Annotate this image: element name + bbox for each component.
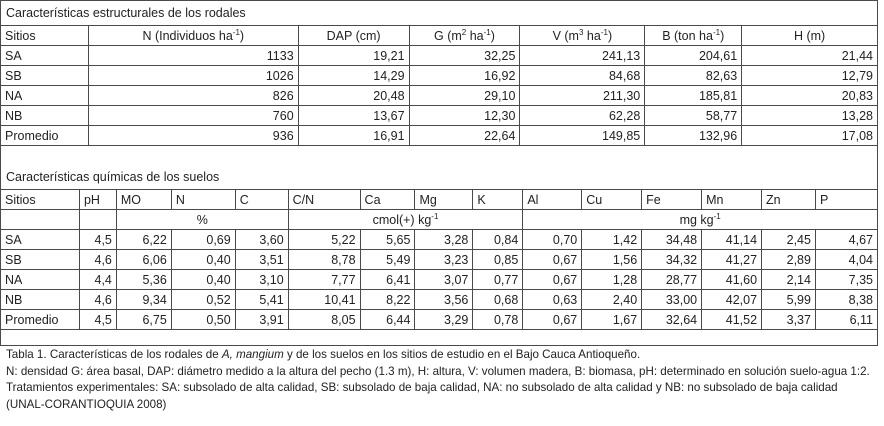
- header-cn: C/N: [288, 190, 360, 210]
- table-row: [1, 126, 878, 146]
- cell-cn: 10,41: [288, 290, 360, 310]
- cell-k: 0,85: [473, 250, 523, 270]
- cell-p: 7,35: [815, 270, 877, 290]
- header-mn: Mn: [702, 190, 762, 210]
- cell-n: 936: [88, 126, 298, 146]
- cell-h: 20,83: [742, 86, 878, 106]
- cell-c: 3,10: [235, 270, 288, 290]
- cell-mn: 42,07: [702, 290, 762, 310]
- header-n: N: [171, 190, 235, 210]
- units-mg: mg $kg^{-1}$: [523, 210, 878, 230]
- cell-mg: 3,23: [415, 250, 473, 270]
- cell-mn: 41,60: [702, 270, 762, 290]
- cell-zn: 2,45: [762, 230, 816, 250]
- structural-header-row: [1, 26, 878, 46]
- units-empty: [79, 210, 116, 230]
- cell-dap: 20,48: [298, 86, 409, 106]
- cell-b: 132,96: [645, 126, 742, 146]
- cell-mg: 3,28: [415, 230, 473, 250]
- structural-title: Características estructurales de los rodales: [6, 6, 246, 20]
- table-row: [1, 86, 878, 106]
- cell-p: 4,67: [815, 230, 877, 250]
- cell-n: 0,40: [171, 270, 235, 290]
- cell-b: 82,63: [645, 66, 742, 86]
- cell-dap: 16,91: [298, 126, 409, 146]
- header-dap: DAP (cm): [298, 26, 409, 46]
- cell-cn: 7,77: [288, 270, 360, 290]
- cell-sitio: SB: [1, 250, 80, 270]
- cell-cu: 1,28: [582, 270, 642, 290]
- cell-mn: 41,27: [702, 250, 762, 270]
- table-row: [1, 250, 878, 270]
- cell-cn: 8,78: [288, 250, 360, 270]
- header-sitios: Sitios: [1, 190, 80, 210]
- cell-h: 13,28: [742, 106, 878, 126]
- cell-ca: 5,65: [360, 230, 415, 250]
- units-cmol: cmol(+) $kg^{-1}$: [288, 210, 523, 230]
- table-row: [1, 310, 878, 330]
- header-g: G ($m^2$ $ha^{-1}$): [409, 26, 520, 46]
- cell-sitio: SA: [1, 46, 89, 66]
- cell-p: 6,11: [815, 310, 877, 330]
- cell-c: 3,91: [235, 310, 288, 330]
- cell-zn: 3,37: [762, 310, 816, 330]
- cell-n: 0,50: [171, 310, 235, 330]
- header-mg: Mg: [415, 190, 473, 210]
- cell-fe: 34,32: [642, 250, 702, 270]
- cell-sitio: SB: [1, 66, 89, 86]
- header-ph: pH: [79, 190, 116, 210]
- cell-g: 32,25: [409, 46, 520, 66]
- cell-k: 0,68: [473, 290, 523, 310]
- cell-fe: 33,00: [642, 290, 702, 310]
- cell-fe: 32,64: [642, 310, 702, 330]
- header-cu: Cu: [582, 190, 642, 210]
- header-al: Al: [523, 190, 582, 210]
- cell-sitio: NA: [1, 270, 80, 290]
- cell-mo: 6,22: [116, 230, 171, 250]
- cell-b: 58,77: [645, 106, 742, 126]
- cell-h: 17,08: [742, 126, 878, 146]
- cell-sitio: Promedio: [1, 310, 80, 330]
- cell-sitio: Promedio: [1, 126, 89, 146]
- table-row: [1, 106, 878, 126]
- cell-ca: 6,44: [360, 310, 415, 330]
- cell-mg: 3,07: [415, 270, 473, 290]
- cell-g: 29,10: [409, 86, 520, 106]
- cell-ph: 4,4: [79, 270, 116, 290]
- cell-al: 0,67: [523, 250, 582, 270]
- cell-h: 12,79: [742, 66, 878, 86]
- units-percent: %: [116, 210, 288, 230]
- cell-mo: 6,75: [116, 310, 171, 330]
- cell-p: 4,04: [815, 250, 877, 270]
- cell-fe: 34,48: [642, 230, 702, 250]
- cell-g: 22,64: [409, 126, 520, 146]
- cell-dap: 14,29: [298, 66, 409, 86]
- cell-mo: 5,36: [116, 270, 171, 290]
- header-zn: Zn: [762, 190, 816, 210]
- header-v: V ($m^3$ $ha^{-1}$): [520, 26, 645, 46]
- header-sitios: Sitios: [1, 26, 89, 46]
- cell-k: 0,84: [473, 230, 523, 250]
- cell-c: 3,51: [235, 250, 288, 270]
- chemical-header-row: [1, 190, 878, 210]
- cell-sitio: SA: [1, 230, 80, 250]
- caption-notes: N: densidad G: área basal, DAP: diámetro medido a la altura del pecho (1.3 m), H: altura, V: volumen madera, B: biomasa, pH: determinado en solución suelo-agua 1:2. Tratamientos experimentales: SA: subsolado de alta calidad, SB: subsolado de baja calidad, NA: no subsolado de alta calidad y NB: no subsolado de baja calidad (UNAL-CORANTIOQUIA 2008): [6, 364, 870, 411]
- cell-sitio: NA: [1, 86, 89, 106]
- cell-g: 12,30: [409, 106, 520, 126]
- cell-al: 0,63: [523, 290, 582, 310]
- cell-ph: 4,5: [79, 310, 116, 330]
- cell-dap: 19,21: [298, 46, 409, 66]
- table-row: [1, 290, 878, 310]
- cell-dap: 13,67: [298, 106, 409, 126]
- header-c: C: [235, 190, 288, 210]
- cell-v: 62,28: [520, 106, 645, 126]
- cell-n: 0,40: [171, 250, 235, 270]
- units-empty: [1, 210, 80, 230]
- header-n: N (Individuos $ha^{-1}$): [88, 26, 298, 46]
- header-ca: Ca: [360, 190, 415, 210]
- caption-title: Tabla 1. Características de los rodales de A, mangium y de los suelos en los sitios de estudio en el Bajo Cauca Antioqueño.: [6, 348, 641, 361]
- cell-al: 0,67: [523, 310, 582, 330]
- cell-c: 5,41: [235, 290, 288, 310]
- cell-k: 0,78: [473, 310, 523, 330]
- cell-n: 1026: [88, 66, 298, 86]
- cell-sitio: NB: [1, 106, 89, 126]
- header-fe: Fe: [642, 190, 702, 210]
- cell-cu: 2,40: [582, 290, 642, 310]
- cell-v: 84,68: [520, 66, 645, 86]
- structural-table: [0, 25, 878, 146]
- cell-mg: 3,56: [415, 290, 473, 310]
- cell-b: 204,61: [645, 46, 742, 66]
- cell-cn: 5,22: [288, 230, 360, 250]
- cell-v: 149,85: [520, 126, 645, 146]
- cell-ca: 6,41: [360, 270, 415, 290]
- cell-al: 0,70: [523, 230, 582, 250]
- cell-n: 760: [88, 106, 298, 126]
- cell-cu: 1,56: [582, 250, 642, 270]
- cell-al: 0,67: [523, 270, 582, 290]
- cell-ca: 5,49: [360, 250, 415, 270]
- cell-mn: 41,14: [702, 230, 762, 250]
- cell-ca: 8,22: [360, 290, 415, 310]
- cell-h: 21,44: [742, 46, 878, 66]
- cell-fe: 28,77: [642, 270, 702, 290]
- cell-zn: 2,89: [762, 250, 816, 270]
- header-k: K: [473, 190, 523, 210]
- header-h: H (m): [742, 26, 878, 46]
- chemical-title: Características químicas de los suelos: [6, 170, 220, 184]
- cell-cu: 1,67: [582, 310, 642, 330]
- cell-mg: 3,29: [415, 310, 473, 330]
- chemical-table: [0, 189, 878, 330]
- cell-c: 3,60: [235, 230, 288, 250]
- cell-b: 185,81: [645, 86, 742, 106]
- table-row: [1, 230, 878, 250]
- table-row: [1, 270, 878, 290]
- units-row: [1, 210, 878, 230]
- header-p: P: [815, 190, 877, 210]
- cell-cn: 8,05: [288, 310, 360, 330]
- header-mo: MO: [116, 190, 171, 210]
- cell-k: 0,77: [473, 270, 523, 290]
- cell-sitio: NB: [1, 290, 80, 310]
- cell-n: 0,52: [171, 290, 235, 310]
- cell-cu: 1,42: [582, 230, 642, 250]
- cell-n: 1133: [88, 46, 298, 66]
- cell-zn: 5,99: [762, 290, 816, 310]
- table-caption: [6, 347, 876, 413]
- cell-n: 826: [88, 86, 298, 106]
- cell-mn: 41,52: [702, 310, 762, 330]
- cell-p: 8,38: [815, 290, 877, 310]
- cell-g: 16,92: [409, 66, 520, 86]
- cell-mo: 9,34: [116, 290, 171, 310]
- cell-zn: 2,14: [762, 270, 816, 290]
- header-b: B (ton $ha^{-1}$): [645, 26, 742, 46]
- species-name: A, mangium: [221, 348, 284, 361]
- cell-ph: 4,6: [79, 290, 116, 310]
- cell-n: 0,69: [171, 230, 235, 250]
- cell-v: 241,13: [520, 46, 645, 66]
- cell-ph: 4,5: [79, 230, 116, 250]
- cell-mo: 6,06: [116, 250, 171, 270]
- table-row: [1, 46, 878, 66]
- cell-v: 211,30: [520, 86, 645, 106]
- cell-ph: 4,6: [79, 250, 116, 270]
- table-row: [1, 66, 878, 86]
